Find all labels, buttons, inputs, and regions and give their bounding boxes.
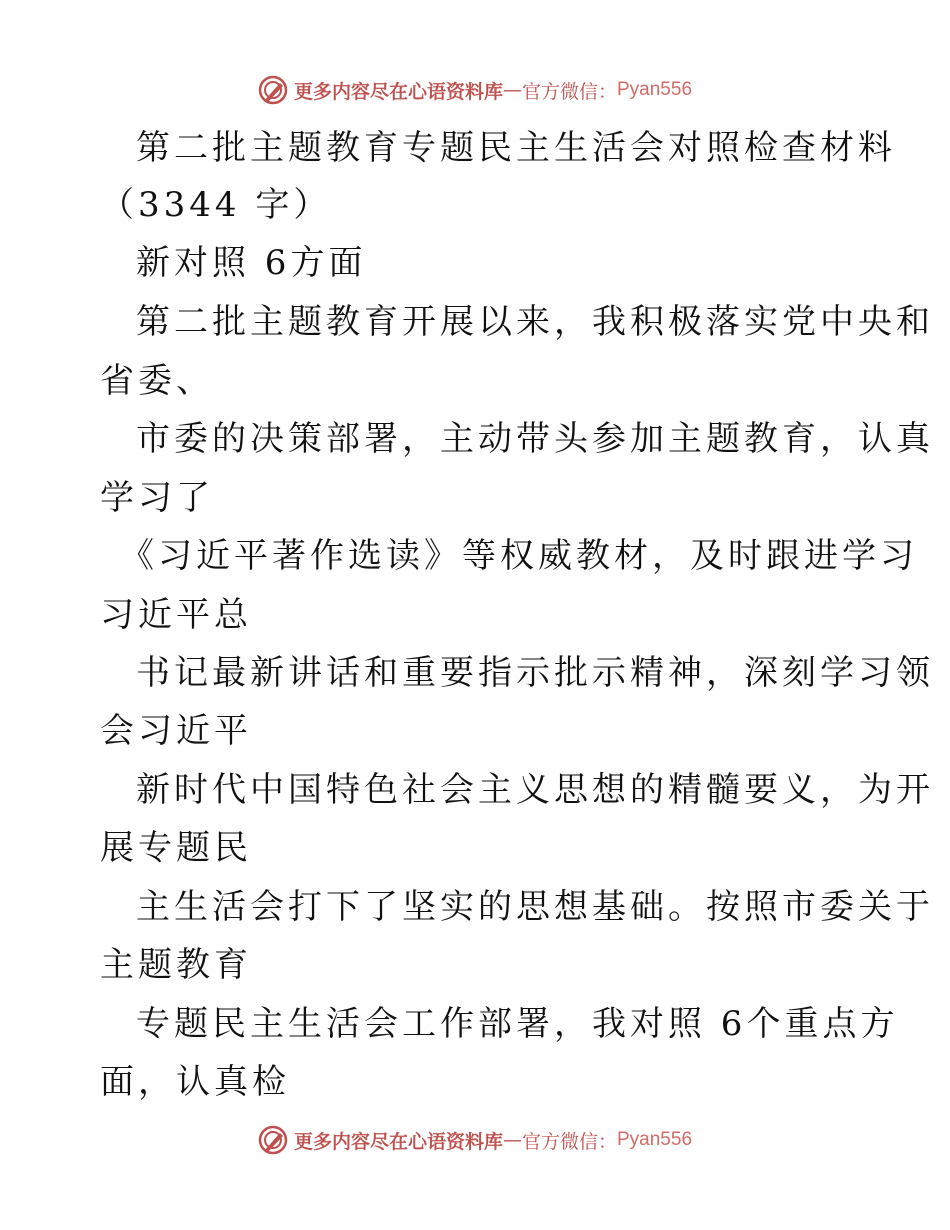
watermark-brand: 更多内容尽在心语资料库 xyxy=(293,80,503,103)
paragraph-line: 面，认真检 xyxy=(100,1062,290,1102)
paragraph-line: 习近平总 xyxy=(100,595,252,635)
paragraph-line: 新时代中国特色社会主义思想的精髓要义，为开 xyxy=(136,770,934,810)
pen-logo-icon xyxy=(258,75,288,105)
watermark-separator: — xyxy=(502,79,522,101)
paragraph-line: 展专题民 xyxy=(100,828,252,868)
footer-watermark xyxy=(0,1120,950,1160)
paragraph-line: 专题民主生活会工作部署，我对照 6个重点方 xyxy=(136,1004,899,1044)
document-word-count: （3344 字） xyxy=(100,185,332,225)
watermark-brand: 更多内容尽在心语资料库 xyxy=(293,1130,503,1153)
pen-logo-icon xyxy=(258,1125,288,1155)
paragraph-line: 学习了 xyxy=(100,478,214,518)
header-watermark xyxy=(0,70,950,110)
watermark-wechat-id: Pyan556 xyxy=(617,79,693,100)
paragraph-line: 主题教育 xyxy=(100,945,252,985)
paragraph-line: 市委的决策部署，主动带头参加主题教育，认真 xyxy=(136,419,934,459)
paragraph-line: 《习近平著作选读》等权威教材，及时跟进学习 xyxy=(120,536,918,576)
watermark-separator: — xyxy=(502,1129,522,1151)
paragraph-line: 会习近平 xyxy=(100,711,252,751)
watermark-wechat-label: 官方微信： xyxy=(521,1130,617,1153)
paragraph-line: 书记最新讲话和重要指示批示精神，深刻学习领 xyxy=(136,653,934,693)
paragraph-line: 第二批主题教育开展以来，我积极落实党中央和 xyxy=(136,302,934,342)
document-title: 第二批主题教育专题民主生活会对照检查材料 xyxy=(136,128,896,168)
watermark-wechat-label: 官方微信： xyxy=(521,80,617,103)
document-subtitle: 新对照 6方面 xyxy=(136,243,367,283)
paragraph-line: 主生活会打下了坚实的思想基础。按照市委关于 xyxy=(136,887,934,927)
paragraph-line: 省委、 xyxy=(100,361,214,401)
watermark-wechat-id: Pyan556 xyxy=(617,1129,693,1150)
